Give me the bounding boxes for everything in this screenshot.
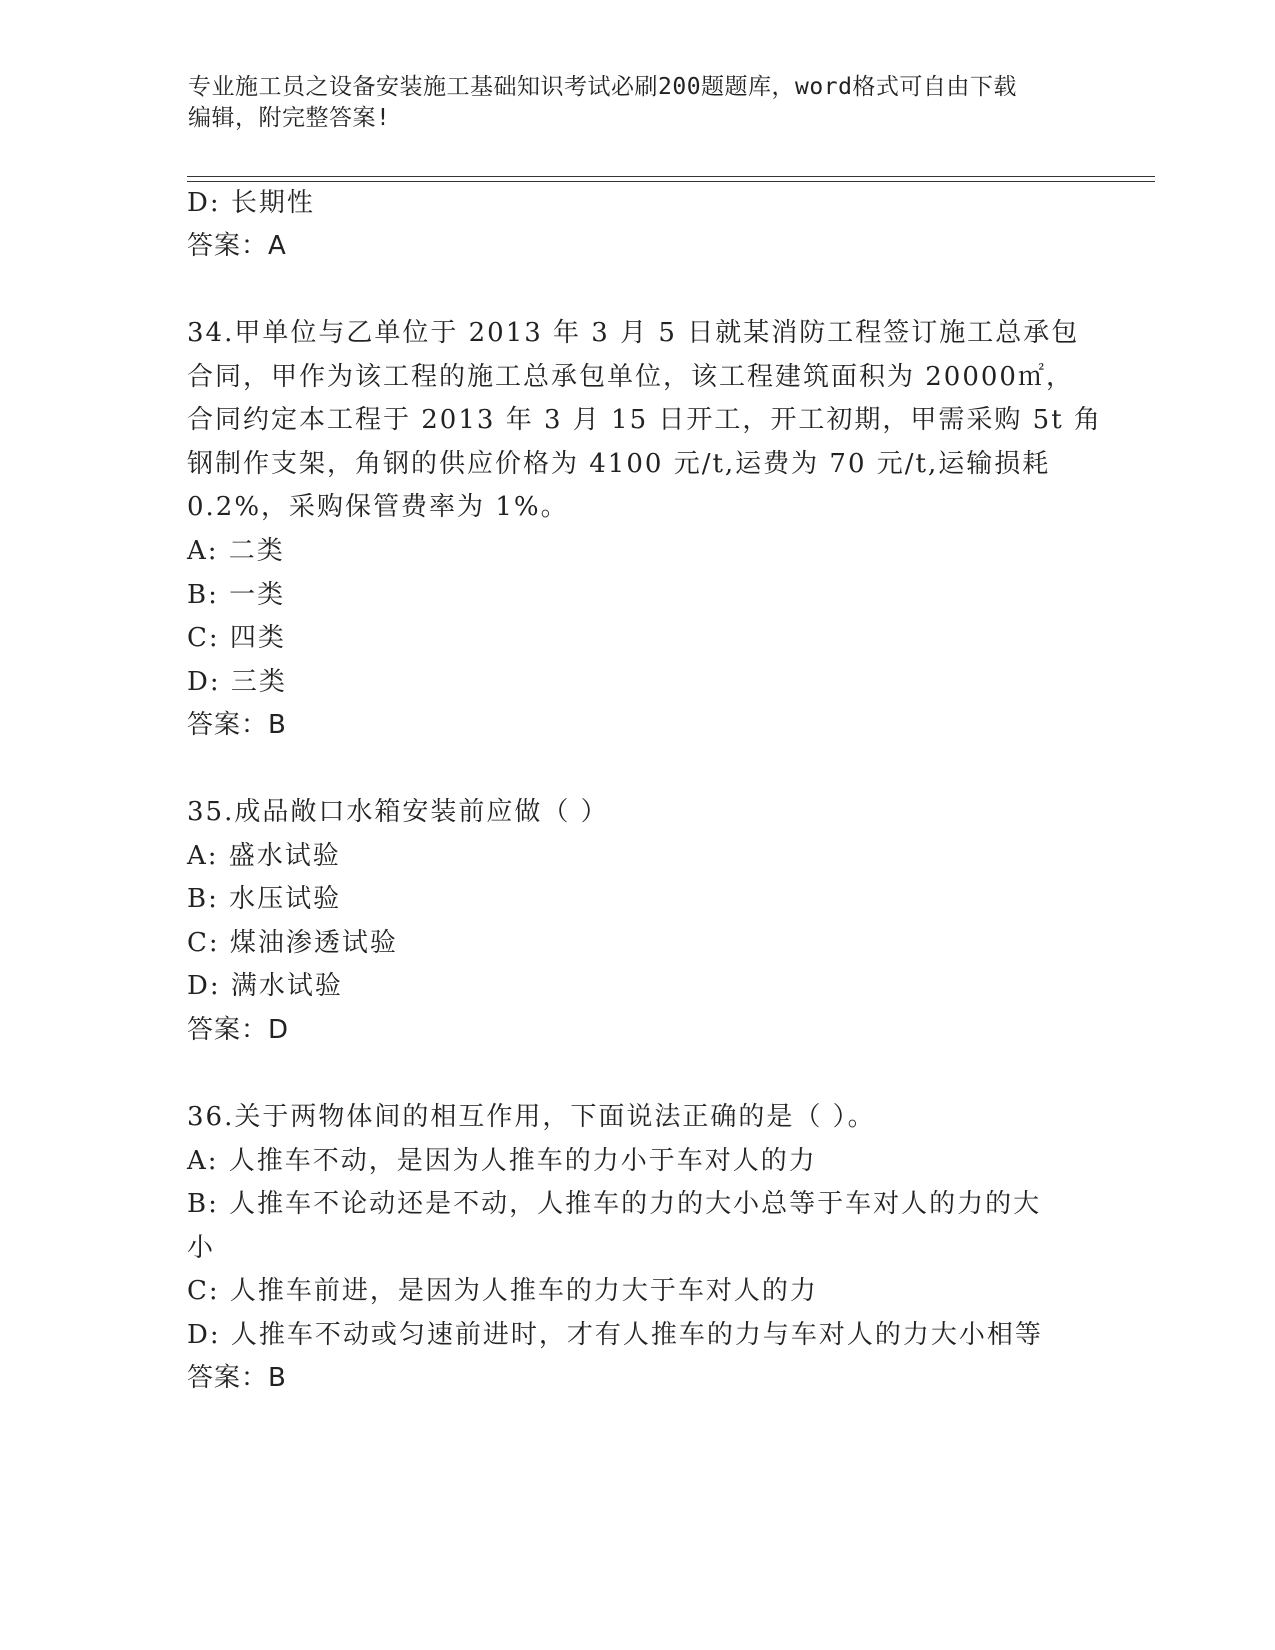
- q34-line-3: 合同约定本工程于 2013 年 3 月 15 日开工，开工初期，甲需采购 5t 角: [187, 405, 1102, 435]
- header-line-1: 专业施工员之设备安装施工基础知识考试必刷200题题库，word格式可自由下载: [188, 74, 1017, 100]
- q35-option-a: A: 盛水试验: [187, 841, 341, 871]
- header-divider-bottom: [187, 181, 1155, 182]
- q36-answer: 答案：B: [187, 1363, 287, 1393]
- q36-option-a: A: 人推车不动，是因为人推车的力小于车对人的力: [187, 1146, 817, 1176]
- q36-line-1: 36.关于两物体间的相互作用，下面说法正确的是（ ）。: [187, 1102, 876, 1132]
- q34-option-a: A: 二类: [187, 536, 285, 566]
- q34-option-c: C: 四类: [187, 623, 286, 653]
- q35-line-1: 35.成品敞口水箱安装前应做（ ）: [187, 797, 609, 827]
- prev-option-d: D: 长期性: [187, 188, 315, 218]
- q35-option-c: C: 煤油渗透试验: [187, 928, 398, 958]
- q34-answer: 答案：B: [187, 710, 287, 740]
- q34-option-b: B: 一类: [187, 580, 286, 610]
- q34-line-1: 34.甲单位与乙单位于 2013 年 3 月 5 日就某消防工程签订施工总承包: [187, 318, 1080, 348]
- q34-option-d: D: 三类: [187, 667, 287, 697]
- q36-option-c: C: 人推车前进，是因为人推车的力大于车对人的力: [187, 1276, 818, 1306]
- q34-line-5: 0.2%，采购保管费率为 1%。: [187, 492, 569, 522]
- q36-option-b-cont: 小: [187, 1233, 216, 1263]
- header-line-2: 编辑，附完整答案!: [188, 105, 391, 131]
- q34-line-2: 合同，甲作为该工程的施工总承包单位，该工程建筑面积为 20000㎡，: [187, 362, 1074, 392]
- q35-option-d: D: 满水试验: [187, 971, 343, 1001]
- q36-option-d: D: 人推车不动或匀速前进时，才有人推车的力与车对人的力大小相等: [187, 1320, 1043, 1350]
- q36-option-b: B: 人推车不论动还是不动，人推车的力的大小总等于车对人的力的大: [187, 1189, 1042, 1219]
- q35-option-b: B: 水压试验: [187, 884, 342, 914]
- page-header: [188, 72, 1068, 134]
- q35-answer: 答案：D: [187, 1015, 290, 1045]
- q34-line-4: 钢制作支架，角钢的供应价格为 4100 元/t,运费为 70 元/t,运输损耗: [187, 449, 1051, 479]
- prev-answer: 答案：A: [187, 231, 287, 261]
- header-divider-top: [187, 176, 1155, 177]
